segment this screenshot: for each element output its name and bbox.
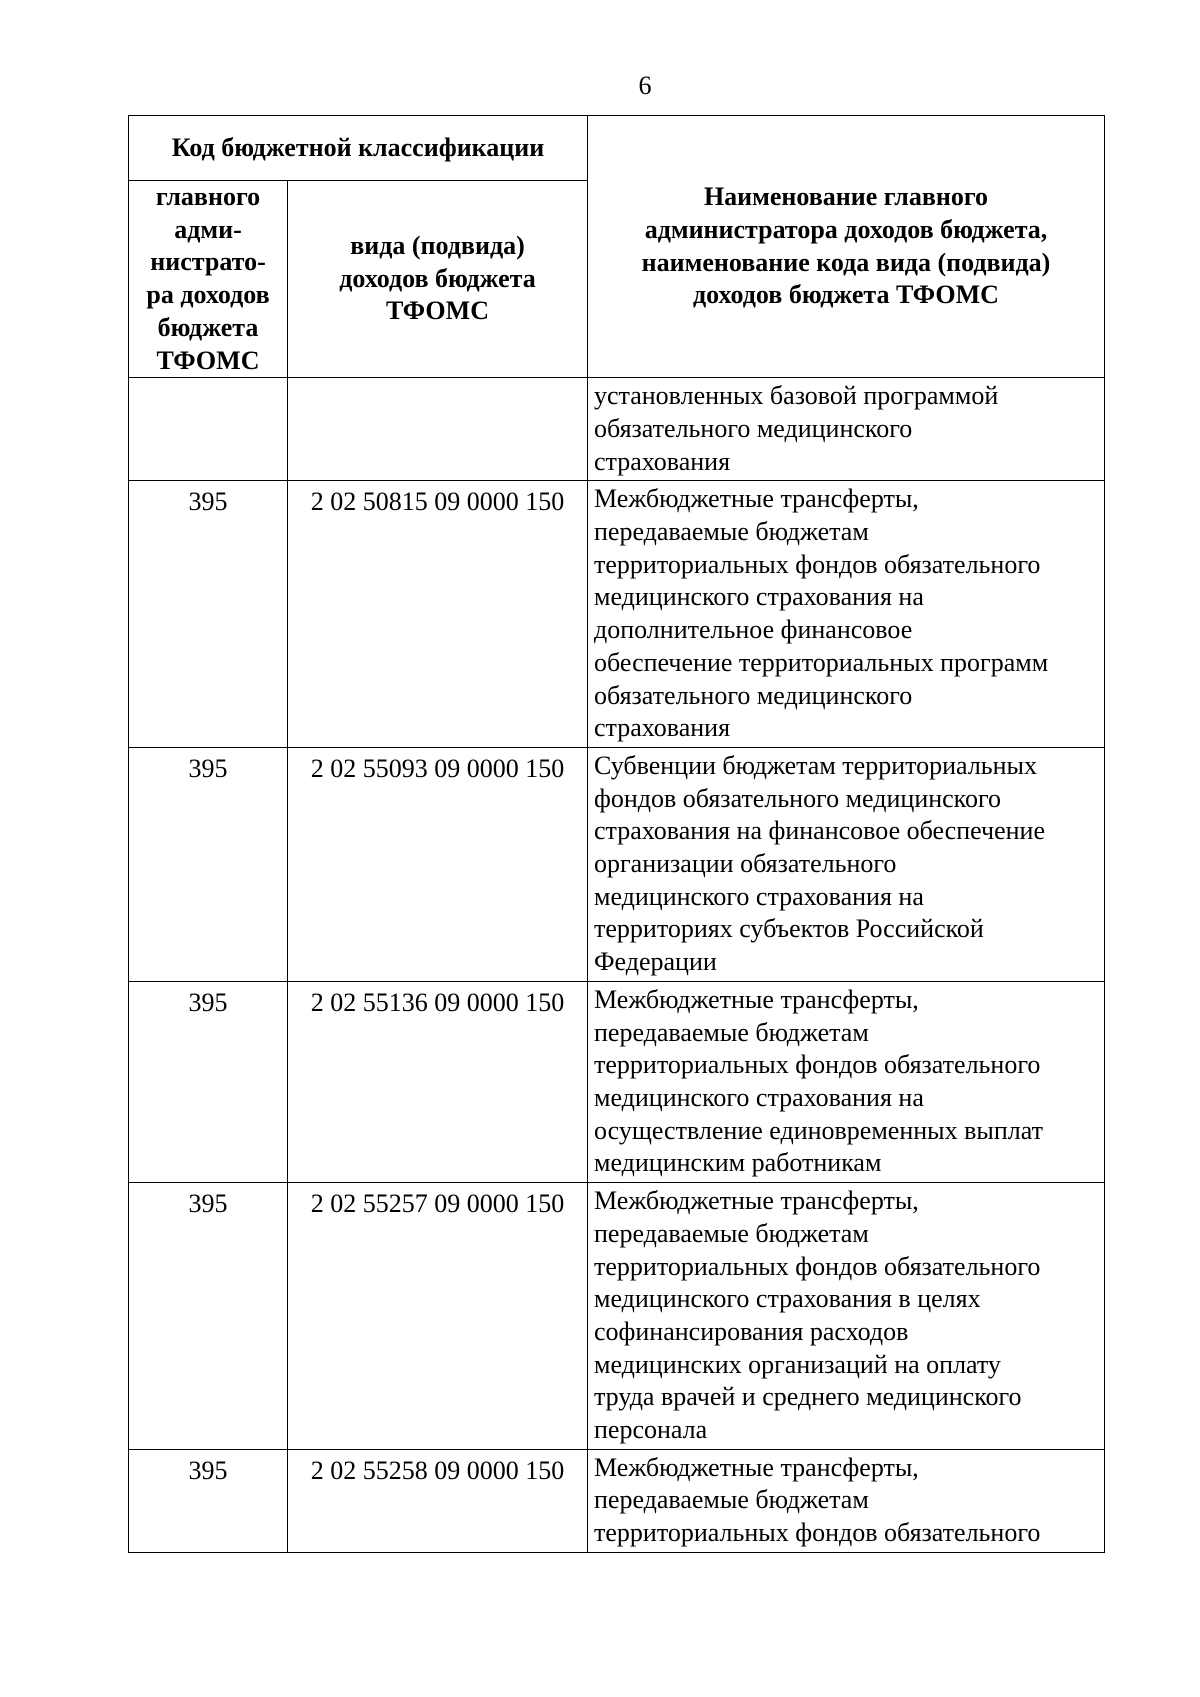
header-code-line: ТФОМС <box>386 296 489 326</box>
name-line: организации обязательного <box>594 849 897 879</box>
header-budget-classification-code: Код бюджетной классификации <box>129 116 588 181</box>
name-line: Межбюджетные трансферты, <box>594 484 919 514</box>
name-line: страхования <box>594 446 731 476</box>
header-name-line: администратора доходов бюджета, <box>644 214 1048 244</box>
header-row-group <box>129 116 1105 181</box>
header-income-code <box>288 181 588 378</box>
name-line: страхования <box>594 713 731 743</box>
name-line: медицинских организаций на оплату <box>594 1349 1001 1379</box>
table-row <box>129 1183 1105 1450</box>
budget-classification-table <box>128 115 1105 1553</box>
name-line: Межбюджетные трансферты, <box>594 1452 919 1482</box>
income-type-code-cell <box>288 378 588 481</box>
name-cell <box>588 1449 1105 1552</box>
table-row <box>129 747 1105 981</box>
table-row <box>129 981 1105 1182</box>
admin-code-cell: 395 <box>129 1183 288 1450</box>
name-line: передаваемые бюджетам <box>594 1218 869 1248</box>
header-code-line: вида (подвида) <box>350 231 525 261</box>
header-admin-line: ра доходов <box>146 280 270 310</box>
name-line: труда врачей и среднего медицинского <box>594 1382 1022 1412</box>
name-line: осуществление единовременных выплат <box>594 1115 1043 1145</box>
name-line: дополнительное финансовое <box>594 615 913 645</box>
admin-code-cell: 395 <box>129 481 288 748</box>
table-row <box>129 481 1105 748</box>
name-line: передаваемые бюджетам <box>594 1017 869 1047</box>
name-line: передаваемые бюджетам <box>594 1485 869 1515</box>
name-cell <box>588 481 1105 748</box>
name-line: обязательного медицинского <box>594 680 913 710</box>
name-line: Федерации <box>594 947 717 977</box>
name-cell <box>588 981 1105 1182</box>
header-name-line: доходов бюджета ТФОМС <box>693 280 999 310</box>
header-admin-line: ТФОМС <box>156 345 260 375</box>
header-name-line: наименование кода вида (подвида) <box>641 247 1051 277</box>
header-name-line: Наименование главного <box>703 182 989 212</box>
table-row <box>129 378 1105 481</box>
name-line: территориях субъектов Российской <box>594 914 984 944</box>
header-admin-line: нистрато- <box>150 247 266 277</box>
page-number: 6 <box>638 71 652 100</box>
name-line: территориальных фондов обязательного <box>594 549 1041 579</box>
table-header <box>129 116 1105 378</box>
name-line: Межбюджетные трансферты, <box>594 984 919 1014</box>
name-cell <box>588 1183 1105 1450</box>
name-line: страхования на финансовое обеспечение <box>594 816 1046 846</box>
name-line: софинансирования расходов <box>594 1316 909 1346</box>
name-line: персонала <box>594 1415 708 1445</box>
header-admin <box>129 181 288 378</box>
header-admin-line: главного <box>155 182 261 211</box>
name-cell <box>588 378 1105 481</box>
header-admin-line: адми- <box>174 214 242 244</box>
name-line: обязательного медицинского <box>594 413 913 443</box>
name-line: Межбюджетные трансферты, <box>594 1186 919 1216</box>
income-type-code-cell: 2 02 55258 09 0000 150 <box>288 1449 588 1552</box>
income-type-code-cell: 2 02 55093 09 0000 150 <box>288 747 588 981</box>
name-line: территориальных фондов обязательного <box>594 1050 1041 1080</box>
header-code-line: доходов бюджета <box>339 263 536 293</box>
name-cell <box>588 747 1105 981</box>
income-type-code-cell: 2 02 55257 09 0000 150 <box>288 1183 588 1450</box>
admin-code-cell: 395 <box>129 747 288 981</box>
name-line: медицинского страхования на <box>594 1082 924 1112</box>
header-admin-line: бюджета <box>157 312 259 342</box>
table-body <box>129 378 1105 1553</box>
admin-code-cell <box>129 378 288 481</box>
name-line: установленных базовой программой <box>594 381 999 411</box>
table-row <box>129 1449 1105 1552</box>
name-line: фондов обязательного медицинского <box>594 783 1002 813</box>
name-line: медицинским работникам <box>594 1148 882 1178</box>
income-type-code-cell: 2 02 50815 09 0000 150 <box>288 481 588 748</box>
income-type-code-cell: 2 02 55136 09 0000 150 <box>288 981 588 1182</box>
name-line: медицинского страхования на <box>594 582 924 612</box>
admin-code-cell: 395 <box>129 1449 288 1552</box>
name-line: обеспечение территориальных программ <box>594 647 1049 677</box>
name-line: медицинского страхования на <box>594 881 924 911</box>
name-line: медицинского страхования в целях <box>594 1284 981 1314</box>
name-line: территориальных фондов обязательного <box>594 1251 1041 1281</box>
name-line: территориальных фондов обязательного <box>594 1518 1041 1548</box>
header-name <box>588 116 1105 378</box>
name-line: передаваемые бюджетам <box>594 517 869 547</box>
name-line: Субвенции бюджетам территориальных <box>594 750 1038 780</box>
admin-code-cell: 395 <box>129 981 288 1182</box>
